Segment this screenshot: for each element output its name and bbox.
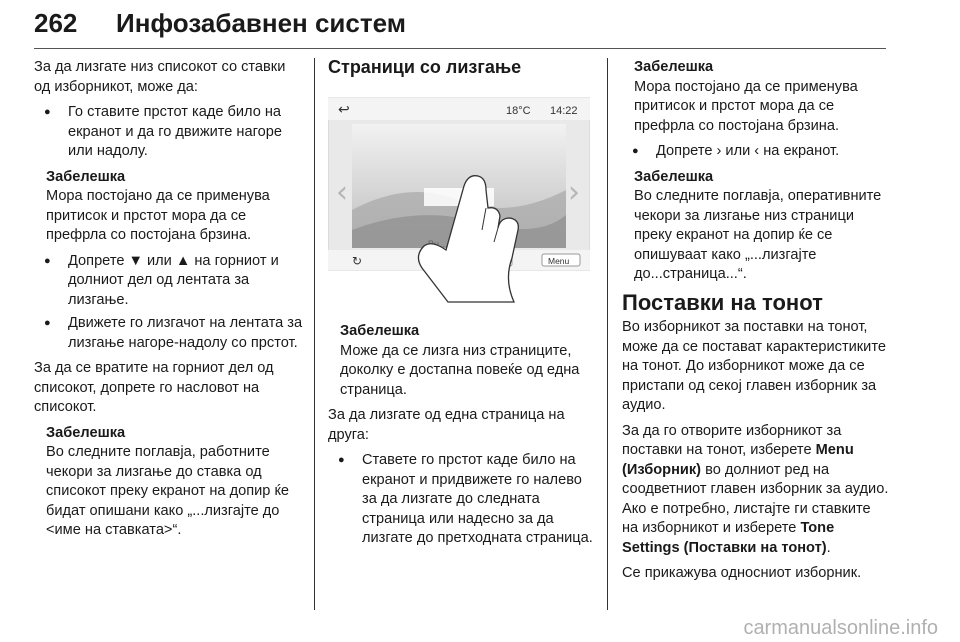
list-item: ● Ставете го прстот каде било на екранот и придвижете го налево за да лизгате до следната страница или надесно за да лизгате до претходната страница. — [328, 451, 594, 549]
note-text: Во следните поглавја, оперативните чекори за лизгање низ страници преку екранот на допир ќе се опишуваат како „...лизгајте до...страница...“. — [634, 188, 882, 282]
section-title: Страници со лизгање — [328, 57, 522, 77]
paragraph: За да лизгате од една страница на друга: — [328, 407, 565, 443]
note-text: Во следните поглавја, работните чекори за лизгање до ставка од списокот преку екранот на допир ќе бидат опишани како „...лизгајте до <име на ставката>“. — [46, 444, 289, 538]
temperature-label: 18°C — [506, 104, 531, 117]
page-header — [34, 4, 886, 49]
text-span: За да го отворите изборникот за поставки на тонот, изберете — [622, 422, 842, 458]
menu-reference: Menu (Изборник) — [622, 442, 854, 478]
bullet-list — [34, 252, 304, 354]
bullet-list — [328, 451, 594, 549]
back-icon: ↩ — [338, 101, 350, 118]
list-item: ● Движете го лизгачот на лентата за лизгање нагоре-надолу со прстот. — [34, 314, 304, 353]
watermark: carmanualsonline.info — [743, 617, 938, 639]
bullet-list — [622, 142, 890, 162]
note — [634, 168, 890, 285]
note-text: Може да се лизга низ страниците, доколку е достапна повеќе од една страница. — [340, 342, 580, 398]
list-item: ● Допрете ▼ или ▲ на горниот и долниот дел од лентата за лизгање. — [34, 252, 304, 311]
note-title: Забелешка — [46, 424, 126, 441]
clock-label: 14:22 — [550, 104, 578, 117]
paragraph — [622, 422, 890, 559]
column-2 — [328, 58, 594, 555]
column-divider — [314, 58, 315, 610]
note-text: Мора постојано да се применува притисок и прстот мора да се префрла со постојана брзина. — [634, 78, 858, 134]
note-title: Забелешка — [46, 168, 126, 185]
paragraph: Во изборникот за поставки на тонот, може да се постават карактеристиките на тонот. До изборникот може да се пристапи од секој главен изборник за аудио. — [622, 319, 886, 413]
column-3 — [622, 58, 890, 590]
section-title: Поставки на тонот — [622, 289, 823, 315]
note-text: Мора постојано да се применува притисок и прстот мора да се префрла со постојана брзина. — [46, 188, 270, 243]
note — [634, 58, 890, 136]
text-span: во долниот ред на соодветниот главен изборник за аудио. Ако е потребно, листајте ги ставките на изборникот и изберете — [622, 461, 889, 536]
note-title: Забелешка — [634, 59, 714, 75]
column-divider — [607, 58, 608, 610]
note-title: Забелешка — [634, 168, 714, 185]
chapter-title: Инфозабавнен систем — [116, 8, 406, 38]
chevron-left-icon: ‹ — [336, 174, 348, 210]
note — [340, 322, 594, 400]
note-title: Забелешка — [340, 323, 420, 339]
text-span: . — [826, 539, 831, 556]
note — [46, 168, 304, 246]
page-number: 262 — [34, 8, 78, 38]
paragraph: За да се вратите на горниот дел од списокот, допрете го насловот на списокот. — [34, 360, 274, 415]
touchscreen-illustration — [328, 90, 590, 306]
paragraph: Се прикажува односниот изборник. — [622, 565, 862, 581]
note — [46, 424, 304, 541]
list-item: ● Го ставите прстот каде било на екранот и да го движите нагоре или надолу. — [34, 103, 304, 162]
menu-button-label: Menu — [548, 255, 570, 266]
rotate-icon: ↻ — [352, 253, 363, 268]
paragraph: За да лизгате низ списокот со ставки од изборникот, може да: — [34, 59, 286, 95]
bullet-list — [34, 103, 304, 162]
tone-settings-reference: Tone Settings (Поставки на тонот) — [622, 520, 835, 556]
column-1 — [34, 58, 304, 547]
chevron-right-icon: › — [568, 174, 580, 210]
list-item: ● Допрете › или ‹ на екранот. — [622, 142, 890, 162]
